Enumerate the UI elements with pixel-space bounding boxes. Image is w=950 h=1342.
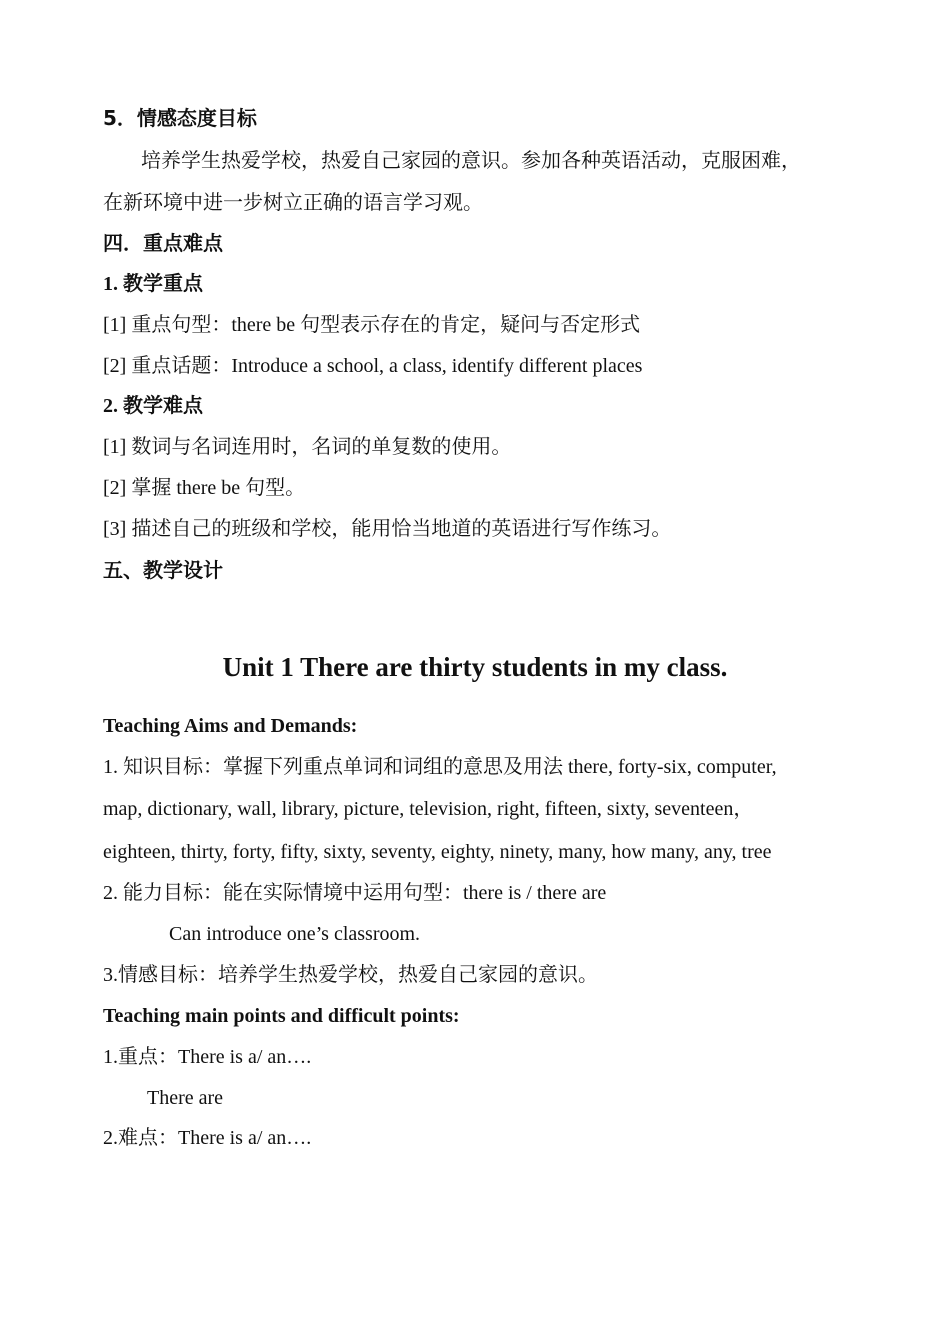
aim-knowledge-line: eighteen, thirty, forty, fifty, sixty, seventy, eighty, ninety, many, how many, any, tree (103, 841, 772, 863)
unit-title: Unit 1 There are thirty students in my class. (222, 652, 728, 682)
section-heading-emotional-goals: 5．情感态度目标 (103, 106, 257, 130)
paragraph-line: 培养学生热爱学校，热爱自己家园的意识。参加各种英语活动，克服困难， (141, 148, 801, 172)
teaching-aims-heading: Teaching Aims and Demands: (103, 715, 358, 737)
list-item: [2] 重点话题：Introduce a school, a class, identify different places (103, 355, 643, 377)
subheading-difficult-points: 2. 教学难点 (103, 395, 203, 417)
subheading-key-points: 1. 教学重点 (103, 273, 203, 295)
point-key-line: There are (147, 1087, 224, 1109)
aim-emotion-line: 3.情感目标：培养学生热爱学校，热爱自己家园的意识。 (103, 964, 598, 986)
aim-ability-line: 2. 能力目标：能在实际情境中运用句型：there is / there are (103, 882, 607, 904)
section-heading-teaching-design: 五、教学设计 (103, 558, 223, 582)
point-key-line: 1.重点：There is a/ an…. (103, 1046, 312, 1068)
section-heading-key-difficult: 四．重点难点 (103, 231, 223, 255)
list-item: [2] 掌握 there be 句型。 (103, 477, 306, 499)
aim-ability-line: Can introduce one’s classroom. (169, 923, 421, 945)
list-item: [1] 重点句型：there be 句型表示存在的肯定，疑问与否定形式 (103, 314, 641, 336)
paragraph-line: 在新环境中进一步树立正确的语言学习观。 (103, 190, 483, 214)
list-item: [3] 描述自己的班级和学校，能用恰当地道的英语进行写作练习。 (103, 518, 672, 540)
aim-knowledge-line: 1. 知识目标：掌握下列重点单词和词组的意思及用法 there, forty-six, computer, (103, 756, 777, 778)
list-item: [1] 数词与名词连用时，名词的单复数的使用。 (103, 436, 512, 458)
main-points-heading: Teaching main points and difficult points: (103, 1005, 460, 1027)
point-difficult-line: 2.难点：There is a/ an…. (103, 1127, 312, 1149)
aim-knowledge-line: map, dictionary, wall, library, picture, television, right, fifteen, sixty, seventeen， (103, 798, 754, 820)
